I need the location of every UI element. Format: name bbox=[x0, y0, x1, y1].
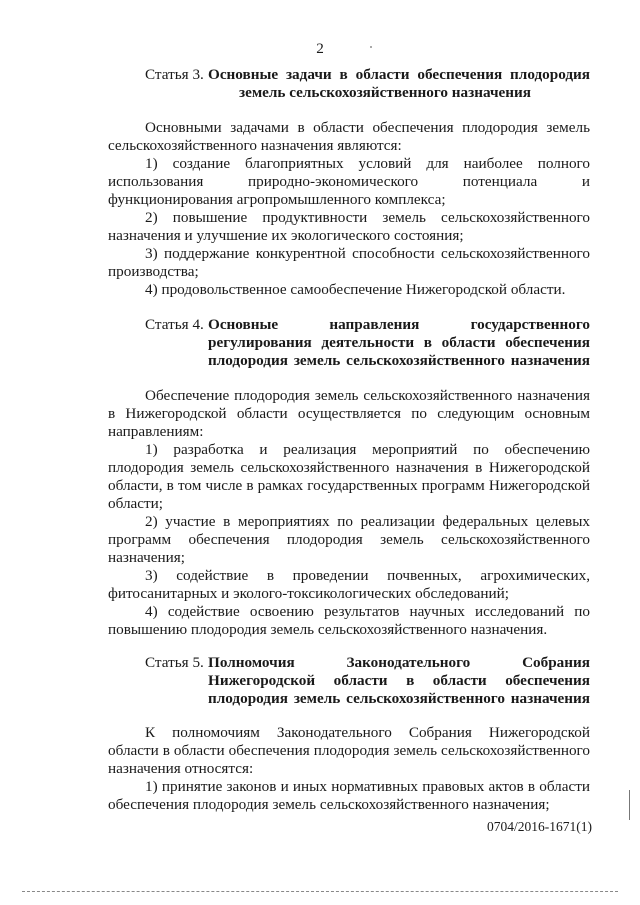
article-4-item-4: 4) содействие освоению результатов научных исследований по повышению плодородия земель сельскохозяйственного назначения. bbox=[108, 603, 590, 638]
article-3-item-2: 2) повышение продуктивности земель сельскохозяйственного назначения и улучшение их экологического состояния; bbox=[108, 209, 590, 244]
article-5-intro: К полномочиям Законодательного Собрания Нижегородской области в области обеспечения плодородия земель сельскохозяйственного назначения относятся: bbox=[108, 724, 590, 777]
scan-mark bbox=[629, 790, 630, 820]
article-5-item-1: 1) принятие законов и иных нормативных правовых актов в области обеспечения плодородия земель сельскохозяйственного назначения; bbox=[108, 778, 590, 813]
article-3-label: Статья 3. bbox=[145, 66, 204, 83]
article-title-line: Полномочия Законодательного Собрания bbox=[208, 654, 590, 671]
article-4-item-1: 1) разработка и реализация мероприятий по обеспечению плодородия земель сельскохозяйственного назначения в Нижегородской области, в том числе в рамках государственных программ Нижегородской области; bbox=[108, 441, 590, 512]
article-4-item-2: 2) участие в мероприятиях по реализации федеральных целевых программ обеспечения плодородия земель сельскохозяйственного назначения; bbox=[108, 513, 590, 566]
page-edge-dashes bbox=[22, 891, 618, 892]
article-3-intro: Основными задачами в области обеспечения плодородия земель сельскохозяйственного назначения являются: bbox=[108, 119, 590, 154]
article-title-line: земель сельскохозяйственного назначения bbox=[238, 84, 532, 101]
article-4-intro: Обеспечение плодородия земель сельскохозяйственного назначения в Нижегородской области осуществляется по следующим основным направлениям: bbox=[108, 387, 590, 440]
article-title-line: Нижегородской области в области обеспечения bbox=[208, 672, 590, 689]
article-3-item-3: 3) поддержание конкурентной способности сельскохозяйственного производства; bbox=[108, 245, 590, 280]
article-title-line: плодородия земель сельскохозяйственного назначения bbox=[208, 352, 590, 369]
article-title-line: Основные задачи в области обеспечения плодородия bbox=[208, 66, 590, 83]
article-5-label: Статья 5. bbox=[145, 654, 204, 671]
article-4-label: Статья 4. bbox=[145, 316, 204, 333]
article-title-line: плодородия земель сельскохозяйственного назначения bbox=[208, 690, 590, 707]
article-4-title bbox=[208, 316, 590, 370]
article-3-item-4: 4) продовольственное самообеспечение Нижегородской области. bbox=[145, 281, 566, 298]
article-5-title bbox=[208, 654, 590, 708]
document-code: 0704/2016-1671(1) bbox=[487, 819, 592, 834]
article-3-title bbox=[208, 66, 590, 84]
page-number: 2 bbox=[316, 40, 324, 57]
article-3-item-1: 1) создание благоприятных условий для наиболее полного использования природно-экономического потенциала и функционирования агропромышленного комплекса; bbox=[108, 155, 590, 208]
article-4-item-3: 3) содействие в проведении почвенных, агрохимических, фитосанитарных и эколого-токсикологических обследований; bbox=[108, 567, 590, 602]
article-title-line: регулирования деятельности в области обеспечения bbox=[208, 334, 590, 351]
article-title-line: Основные направления государственного bbox=[208, 316, 590, 333]
